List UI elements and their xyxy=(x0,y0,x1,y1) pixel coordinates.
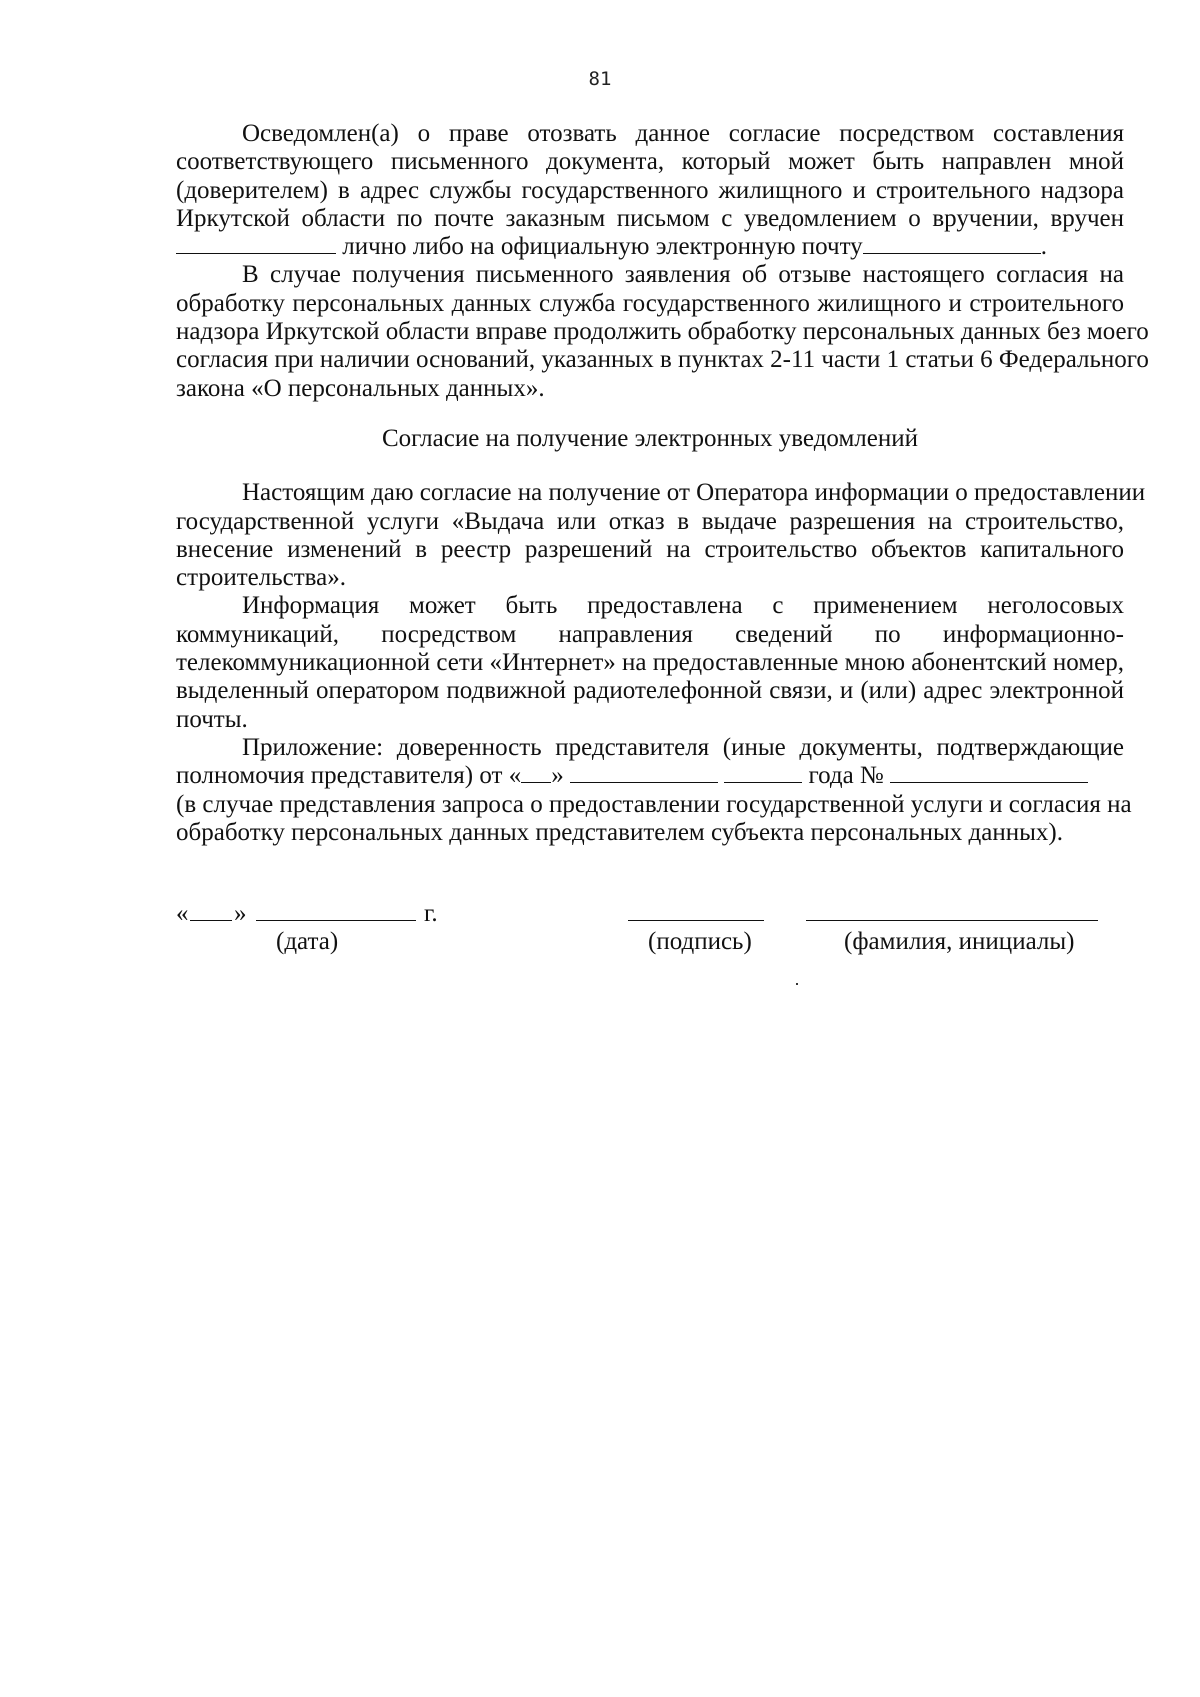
paragraph-attachment-line-3: (в случае представления запроса о предоставлении государственной услуги и согласия на xyxy=(176,790,1132,818)
date-open-quote: « xyxy=(176,900,189,927)
paragraph-withdrawal-line-4: согласия при наличии оснований, указанных в пунктах 2-11 части 1 статьи 6 Федерального xyxy=(176,346,1149,374)
revocation-line-5-end: . xyxy=(1040,233,1047,261)
paragraph-consent-line-3: внесение изменений в реестр разрешений на строительство объектов капитального xyxy=(176,535,1124,563)
paragraph-info-line-3: телекоммуникационной сети «Интернет» на предоставленные мною абонентский номер, xyxy=(176,649,1124,677)
scan-speck xyxy=(796,983,798,985)
page-number: 81 xyxy=(588,68,612,90)
paragraph-consent-line-1: Настоящим даю согласие на получение от Оператора информации о предоставлении xyxy=(242,479,1146,507)
spacer xyxy=(176,453,1124,479)
paragraph-withdrawal-line-5: закона «О персональных данных». xyxy=(176,374,545,402)
full-name-field[interactable] xyxy=(806,900,1098,921)
blank-field-day[interactable] xyxy=(521,762,551,783)
paragraph-withdrawal-line-2: обработку персональных данных служба государственного жилищного и строительного xyxy=(176,289,1124,317)
blank-field-delivery[interactable] xyxy=(176,233,336,254)
attachment-year-label: года № xyxy=(808,762,884,790)
blank-field-year[interactable] xyxy=(724,762,802,783)
document-body xyxy=(176,120,1149,847)
date-close-quote: » xyxy=(234,900,247,927)
paragraph-info-line-4: выделенный оператором подвижной радиотелефонной связи, и (или) адрес электронной xyxy=(176,677,1124,705)
date-caption: (дата) xyxy=(276,928,339,955)
paragraph-revocation-line-5 xyxy=(176,233,1124,261)
paragraph-withdrawal-line-3: надзора Иркутской области вправе продолжить обработку персональных данных без моего xyxy=(176,318,1149,346)
full-name-caption: (фамилия, инициалы) xyxy=(844,928,1075,955)
paragraph-info-line-1: Информация может быть предоставлена с применением неголосовых xyxy=(242,592,1124,620)
paragraph-revocation-line-2: соответствующего письменного документа, который может быть направлен мной xyxy=(176,148,1124,176)
attachment-line-2-text: полномочия представителя) от « xyxy=(176,762,522,790)
date-day-field[interactable] xyxy=(190,900,232,921)
paragraph-info-line-5: почты. xyxy=(176,705,248,733)
paragraph-revocation-line-3: (доверителем) в адрес службы государственного жилищного и строительного надзора xyxy=(176,176,1124,204)
paragraph-revocation-line-4: Иркутской области по почте заказным письмом с уведомлением о вручении, вручен xyxy=(176,204,1124,232)
paragraph-withdrawal-line-1: В случае получения письменного заявления об отзыве настоящего согласия на xyxy=(242,261,1124,289)
date-month-year-field[interactable] xyxy=(256,900,416,921)
paragraph-revocation-line-1: Осведомлен(а) о праве отозвать данное согласие посредством составления xyxy=(242,120,1124,147)
signature-block xyxy=(176,900,1124,960)
blank-field-month[interactable] xyxy=(570,762,718,783)
blank-field-email[interactable] xyxy=(863,233,1041,254)
spacer xyxy=(176,403,1124,425)
paragraph-info-line-2: коммуникаций, посредством направления сведений по информационно- xyxy=(176,620,1124,648)
blank-field-number[interactable] xyxy=(890,762,1088,783)
paragraph-attachment-line-4: обработку персональных данных представителем субъекта персональных данных). xyxy=(176,818,1063,846)
signature-caption: (подпись) xyxy=(648,928,752,955)
attachment-close-quote: » xyxy=(551,762,564,790)
paragraph-consent-line-4: строительства». xyxy=(176,564,346,592)
paragraph-consent-line-2: государственной услуги «Выдача или отказ в выдаче разрешения на строительство, xyxy=(176,507,1124,535)
signature-field[interactable] xyxy=(628,900,764,921)
paragraph-attachment-line-1: Приложение: доверенность представителя (иные документы, подтверждающие xyxy=(242,733,1124,761)
date-year-suffix: г. xyxy=(424,900,438,927)
revocation-line-5-text: лично либо на официальную электронную почту xyxy=(342,233,863,261)
paragraph-attachment-line-2 xyxy=(176,762,1124,790)
section-heading: Согласие на получение электронных уведомлений xyxy=(382,424,918,452)
